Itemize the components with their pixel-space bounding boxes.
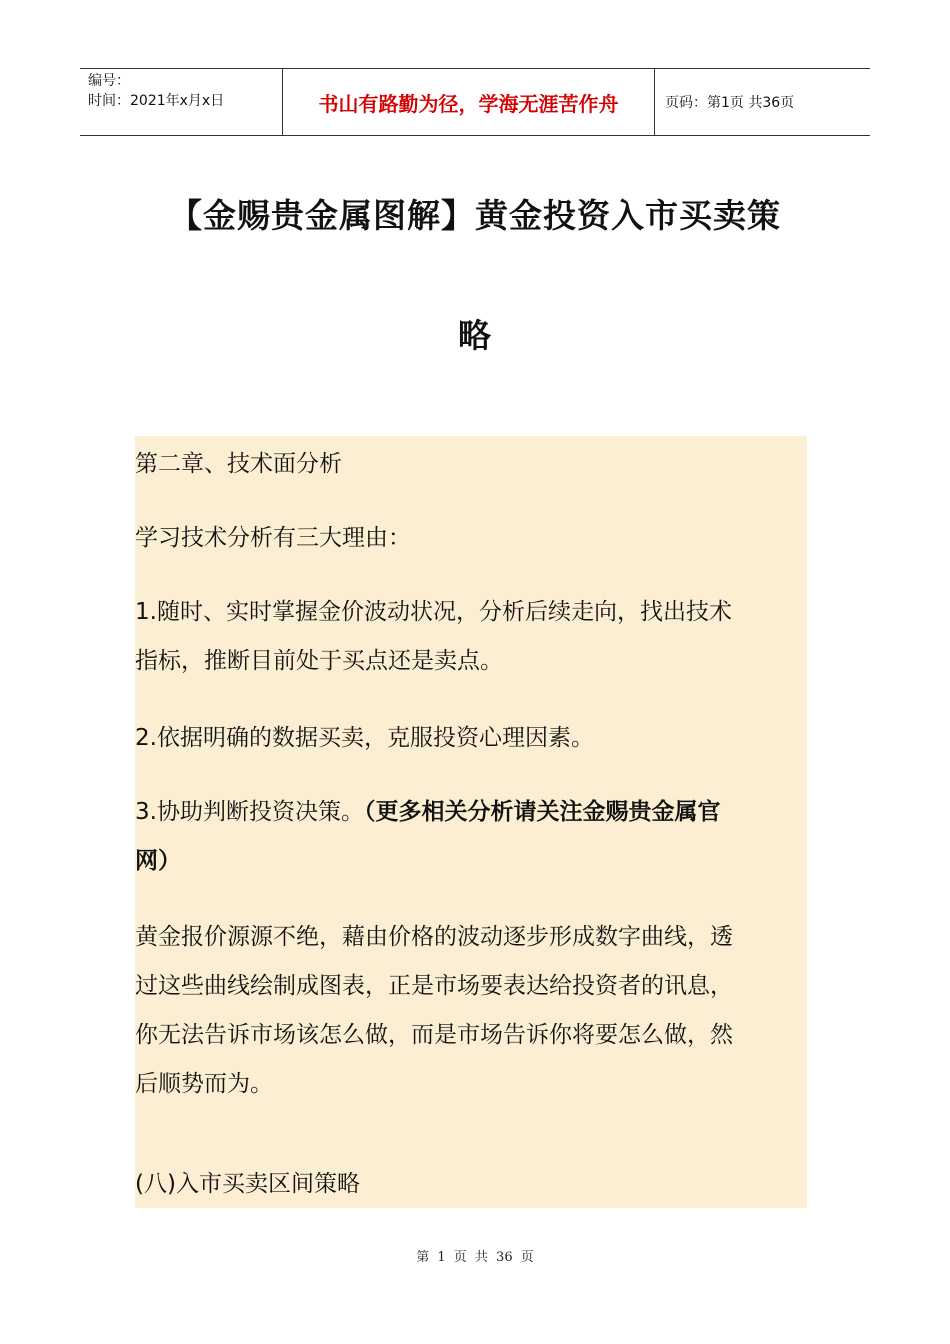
reason-3-text: 3.协助判断投资决策。 [135, 799, 364, 825]
header-motto: 书山有路勤为径，学海无涯苦作舟 [282, 69, 655, 135]
reason-3-line1 [135, 788, 807, 837]
reason-1-line1: 1.随时、实时掌握金价波动状况，分析后续走向，找出技术 [135, 599, 732, 625]
section-heading: (八)入市买卖区间策略 [135, 1171, 360, 1197]
document-title-line1: 【金赐贵金属图解】黄金投资入市买卖策 [169, 196, 781, 235]
reason-3-note: （更多相关分析请关注金赐贵金属官 [363, 799, 721, 825]
time-label: 时间：2021年x月x日 [88, 93, 225, 109]
reason-1-line2: 指标，推断目前处于买点还是卖点。 [135, 648, 503, 674]
paragraph-line2: 过这些曲线绘制成图表，正是市场要表达给投资者的讯息， [135, 973, 733, 999]
intro-text: 学习技术分析有三大理由： [135, 525, 411, 551]
number-label: 编号： [88, 73, 130, 89]
document-title-line2: 略 [458, 316, 492, 355]
paragraph-line1: 黄金报价源源不绝，藉由价格的波动逐步形成数字曲线，透 [135, 924, 733, 950]
content-box [135, 436, 807, 1208]
reason-2: 2.依据明确的数据买卖，克服投资心理因素。 [135, 725, 594, 751]
page-header [80, 68, 870, 136]
reason-3-line2: 网） [135, 848, 181, 874]
paragraph-line4: 后顺势而为。 [135, 1071, 273, 1097]
header-page-info: 页码：第1页 共36页 [665, 95, 795, 111]
page-footer: 第 1 页 共 36 页 [416, 1250, 534, 1265]
chapter-heading: 第二章、技术面分析 [135, 451, 342, 477]
paragraph-line3: 你无法告诉市场该怎么做，而是市场告诉你将要怎么做，然 [135, 1022, 733, 1048]
header-meta [80, 69, 282, 135]
